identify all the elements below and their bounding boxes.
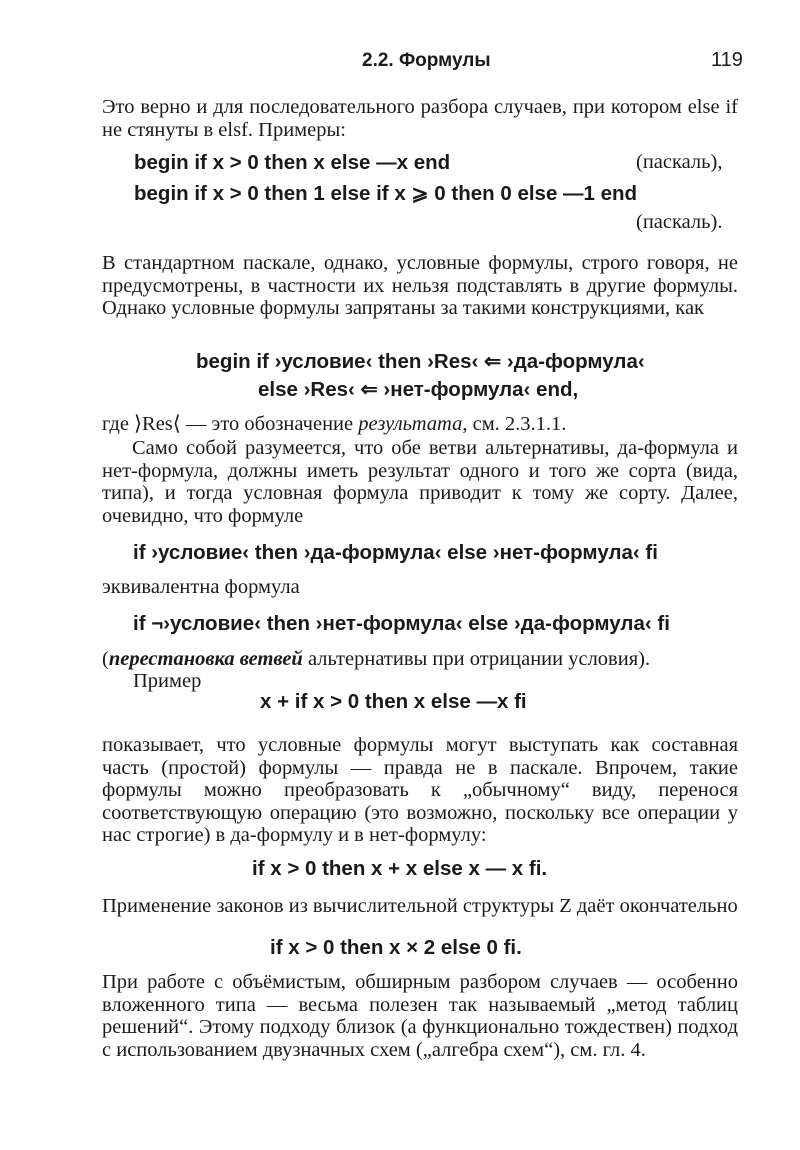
paragraph-intro: Это верно и для последовательного разбора случаев, при котором else if не стянуты в elsf. Примеры:: [102, 96, 738, 141]
example-conditional: if ›условие‹ then ›да-формула‹ else ›нет-формула‹ fi: [133, 541, 658, 564]
paragraph-decision-tables: При работе с объёмистым, обширным разбором случаев — особенно вложенного типа — весьма полезен так называемый „метод таблиц решений“. Этому подходу близок (а функционально тождествен) подход с использованием двузначных схем („алгебра схем“), см. гл. 4.: [102, 971, 738, 1061]
paragraph-composite: показывает, что условные формулы могут выступать как составная часть (простой) формулы — правда не в паскале. Впрочем, такие формулы можно преобразовать к „обычному“ виду, перенося соответствующую операцию (это возможно, поскольку все операции у нас строгие) в да-формулу и в нет-формулу:: [102, 734, 738, 846]
res-note-before: где ⟩Res⟨ — это обозначение: [102, 413, 359, 435]
example-pascal-1: begin if x > 0 then x else —x end: [134, 151, 451, 174]
branch-swap-rest: альтернативы при отрицании условия).: [302, 648, 651, 670]
paragraph-branches: Само собой разумеется, что обе ветви альтернативы, да-формула и нет-формула, должны иметь результат одного и того же сорта (вида, типа), и тогда условная формула приводит к тому же сорту. Далее, очевидно, что формуле: [102, 437, 738, 527]
paragraph-res-note: [102, 411, 566, 436]
running-header: 2.2. Формулы: [362, 50, 491, 71]
example-composite: x + if x > 0 then x else —x fi: [260, 690, 527, 713]
paragraph-example-label: Пример: [133, 670, 202, 692]
paragraph-equivalent: эквивалентна формула: [102, 576, 300, 598]
paragraph-standard-pascal: В стандартном паскале, однако, условные формулы, строго говоря, не предусмотрены, в частности их нельзя подставлять в другие формулы. Однако условные формулы запрятаны за такими конструкциями, как: [102, 252, 738, 319]
res-note-after: , см. 2.3.1.1.: [462, 413, 567, 435]
paragraph-branch-swap: [102, 648, 650, 671]
example-res-construct-1: begin if ›условие‹ then ›Res‹ ⇐ ›да-формула‹: [196, 350, 645, 373]
res-note-term: результата: [358, 413, 463, 435]
example-tag-1: (паскаль),: [636, 151, 723, 173]
example-final: if x > 0 then x × 2 else 0 fi.: [270, 936, 522, 959]
branch-swap-term: перестановка ветвей: [108, 648, 303, 670]
example-res-construct-2: else ›Res‹ ⇐ ›нет-формула‹ end,: [258, 378, 579, 401]
example-tag-2: (паскаль).: [636, 211, 723, 233]
example-pascal-2: begin if x > 0 then 1 else if x ⩾ 0 then 0 else —1 end: [134, 182, 638, 205]
example-negated-conditional: if ¬›условие‹ then ›нет-формула‹ else ›да-формула‹ fi: [133, 612, 670, 635]
paragraph-structure-z: Применение законов из вычислительной структуры Z даёт окончательно: [102, 895, 738, 917]
example-transformed: if x > 0 then x + x else x — x fi.: [252, 857, 548, 880]
page-number: 119: [711, 49, 743, 71]
branch-swap-open: (: [102, 648, 109, 670]
